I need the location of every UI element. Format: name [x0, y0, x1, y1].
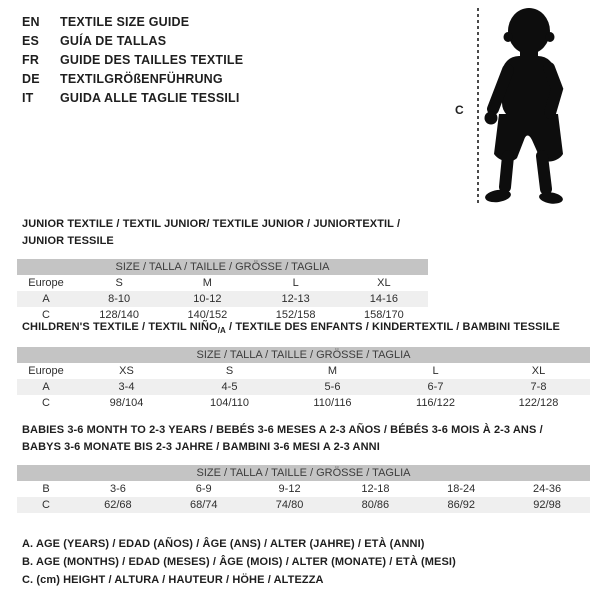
- size-cell: 24-36: [533, 483, 562, 495]
- size-cell: 6-9: [195, 483, 212, 495]
- size-cell: 80/86: [361, 499, 390, 511]
- language-row: [22, 50, 243, 69]
- table-title: [22, 216, 428, 250]
- table-row: [17, 291, 428, 307]
- size-cell: 4-5: [221, 381, 238, 394]
- language-row: [22, 69, 243, 88]
- size-cell: 62/68: [104, 499, 132, 511]
- footnotes: [22, 535, 456, 589]
- row-label: C: [42, 397, 50, 410]
- size-cell: 9-12: [278, 483, 301, 495]
- size-cell: 158/170: [363, 309, 404, 321]
- size-cell: 74/80: [275, 499, 304, 511]
- table-row: [17, 379, 590, 395]
- size-header-cell: SIZE / TALLA / TAILLE / GRÖSSE / TAGLIA: [17, 347, 590, 363]
- language-code: IT: [22, 90, 34, 105]
- language-title: GUÍA DE TALLAS: [60, 33, 167, 48]
- language-row: [22, 12, 243, 31]
- row-label: B: [42, 483, 50, 495]
- size-header-row: [17, 465, 590, 481]
- table-title-subscript: /A: [217, 326, 226, 336]
- baby-silhouette-image: [484, 6, 566, 208]
- babies-textile-table-section: [17, 422, 590, 513]
- size-cell: 7-8: [530, 381, 547, 394]
- height-measure-label: C: [455, 103, 464, 117]
- size-cell: S: [225, 365, 234, 378]
- language-code: EN: [22, 14, 40, 29]
- size-table: [17, 347, 590, 411]
- row-label: A: [42, 381, 50, 394]
- size-cell: XS: [119, 365, 134, 378]
- language-title: GUIDE DES TAILLES TEXTILE: [60, 52, 244, 67]
- size-cell: 104/110: [210, 397, 249, 410]
- size-cell: 14-16: [369, 293, 398, 305]
- size-cell: XL: [377, 277, 391, 289]
- size-cell: 122/128: [518, 397, 559, 410]
- row-label: A: [42, 293, 50, 305]
- size-cell: 3-6: [109, 483, 126, 495]
- table-row: [17, 275, 428, 291]
- table-row: [17, 363, 590, 379]
- language-title: TEXTILE SIZE GUIDE: [60, 14, 190, 29]
- size-cell: 12-13: [281, 293, 310, 305]
- table-title-part: CHILDREN'S TEXTILE / TEXTIL NIÑO: [22, 321, 218, 333]
- size-cell: L: [432, 365, 439, 378]
- size-cell: 116/122: [416, 397, 455, 410]
- table-title-part: BABYS 3-6 MONATE BIS 2-3 JAHRE / BAMBINI 3-6 MESI A 2-3 ANNI: [22, 441, 380, 453]
- row-label: Europe: [28, 365, 64, 378]
- table-title: [22, 319, 590, 339]
- size-cell: 128/140: [99, 309, 139, 321]
- table-title-part: BABIES 3-6 MONTH TO 2-3 YEARS / BEBÉS 3-6 MESES A 2-3 AÑOS / BÉBÉS 3-6 MOIS À 2-3 ANS /: [22, 424, 543, 436]
- language-code: FR: [22, 52, 40, 67]
- table-row: [17, 497, 590, 513]
- size-cell: XL: [531, 365, 546, 378]
- size-cell: L: [292, 277, 299, 289]
- size-cell: 5-6: [324, 381, 341, 394]
- size-header-row: [17, 347, 590, 363]
- table-row: [17, 395, 590, 411]
- size-cell: 6-7: [427, 381, 444, 394]
- size-cell: 98/104: [109, 397, 144, 410]
- language-list: [22, 12, 243, 107]
- junior-textile-table-section: [17, 216, 428, 323]
- size-cell: 152/158: [275, 309, 316, 321]
- height-measure-dashed-line: [477, 8, 479, 206]
- row-label: C: [42, 499, 50, 511]
- table-title: [22, 422, 590, 456]
- language-title: TEXTILGRÖßENFÜHRUNG: [60, 71, 223, 86]
- table-title-part: / TEXTILE DES ENFANTS / KINDERTEXTIL / BAMBINI TESSILE: [225, 321, 560, 333]
- language-row: [22, 31, 243, 50]
- row-label: C: [42, 309, 50, 321]
- size-table: [17, 259, 428, 323]
- size-cell: 18-24: [447, 483, 476, 495]
- row-label: Europe: [28, 277, 64, 289]
- table-row: [17, 481, 590, 497]
- size-header-row: [17, 259, 428, 275]
- size-header-cell: SIZE / TALLA / TAILLE / GRÖSSE / TAGLIA: [17, 259, 428, 275]
- size-cell: 110/116: [313, 397, 352, 410]
- size-table: [17, 465, 590, 513]
- table-title-part: JUNIOR TEXTILE / TEXTIL JUNIOR/ TEXTILE JUNIOR / JUNIORTEXTIL / JUNIOR TESSILE: [22, 218, 401, 247]
- size-cell: 8-10: [108, 293, 131, 305]
- language-row: [22, 88, 243, 107]
- footnote-line: C. (cm) HEIGHT / ALTURA / HAUTEUR / HÖHE / ALTEZZA: [22, 574, 324, 586]
- language-title: GUIDA ALLE TAGLIE TESSILI: [60, 90, 240, 105]
- size-cell: 140/152: [187, 309, 228, 321]
- size-cell: 86/92: [447, 499, 475, 511]
- footnote-line: B. AGE (MONTHS) / EDAD (MESES) / ÂGE (MOIS) / ALTER (MONATE) / ETÀ (MESI): [22, 556, 456, 568]
- footnote-line: A. AGE (YEARS) / EDAD (AÑOS) / ÂGE (ANS) / ALTER (JAHRE) / ETÀ (ANNI): [22, 538, 425, 550]
- size-cell: M: [327, 365, 338, 378]
- language-code: DE: [22, 71, 40, 86]
- size-cell: 3-4: [118, 381, 135, 394]
- size-cell: 92/98: [533, 499, 561, 511]
- language-code: ES: [22, 33, 40, 48]
- size-cell: 12-18: [361, 483, 390, 495]
- size-cell: S: [115, 277, 123, 289]
- size-cell: 10-12: [193, 293, 222, 305]
- size-cell: 68/74: [189, 499, 218, 511]
- size-cell: M: [202, 277, 212, 289]
- childrens-textile-table-section: [17, 319, 590, 411]
- size-header-cell: SIZE / TALLA / TAILLE / GRÖSSE / TAGLIA: [17, 465, 590, 481]
